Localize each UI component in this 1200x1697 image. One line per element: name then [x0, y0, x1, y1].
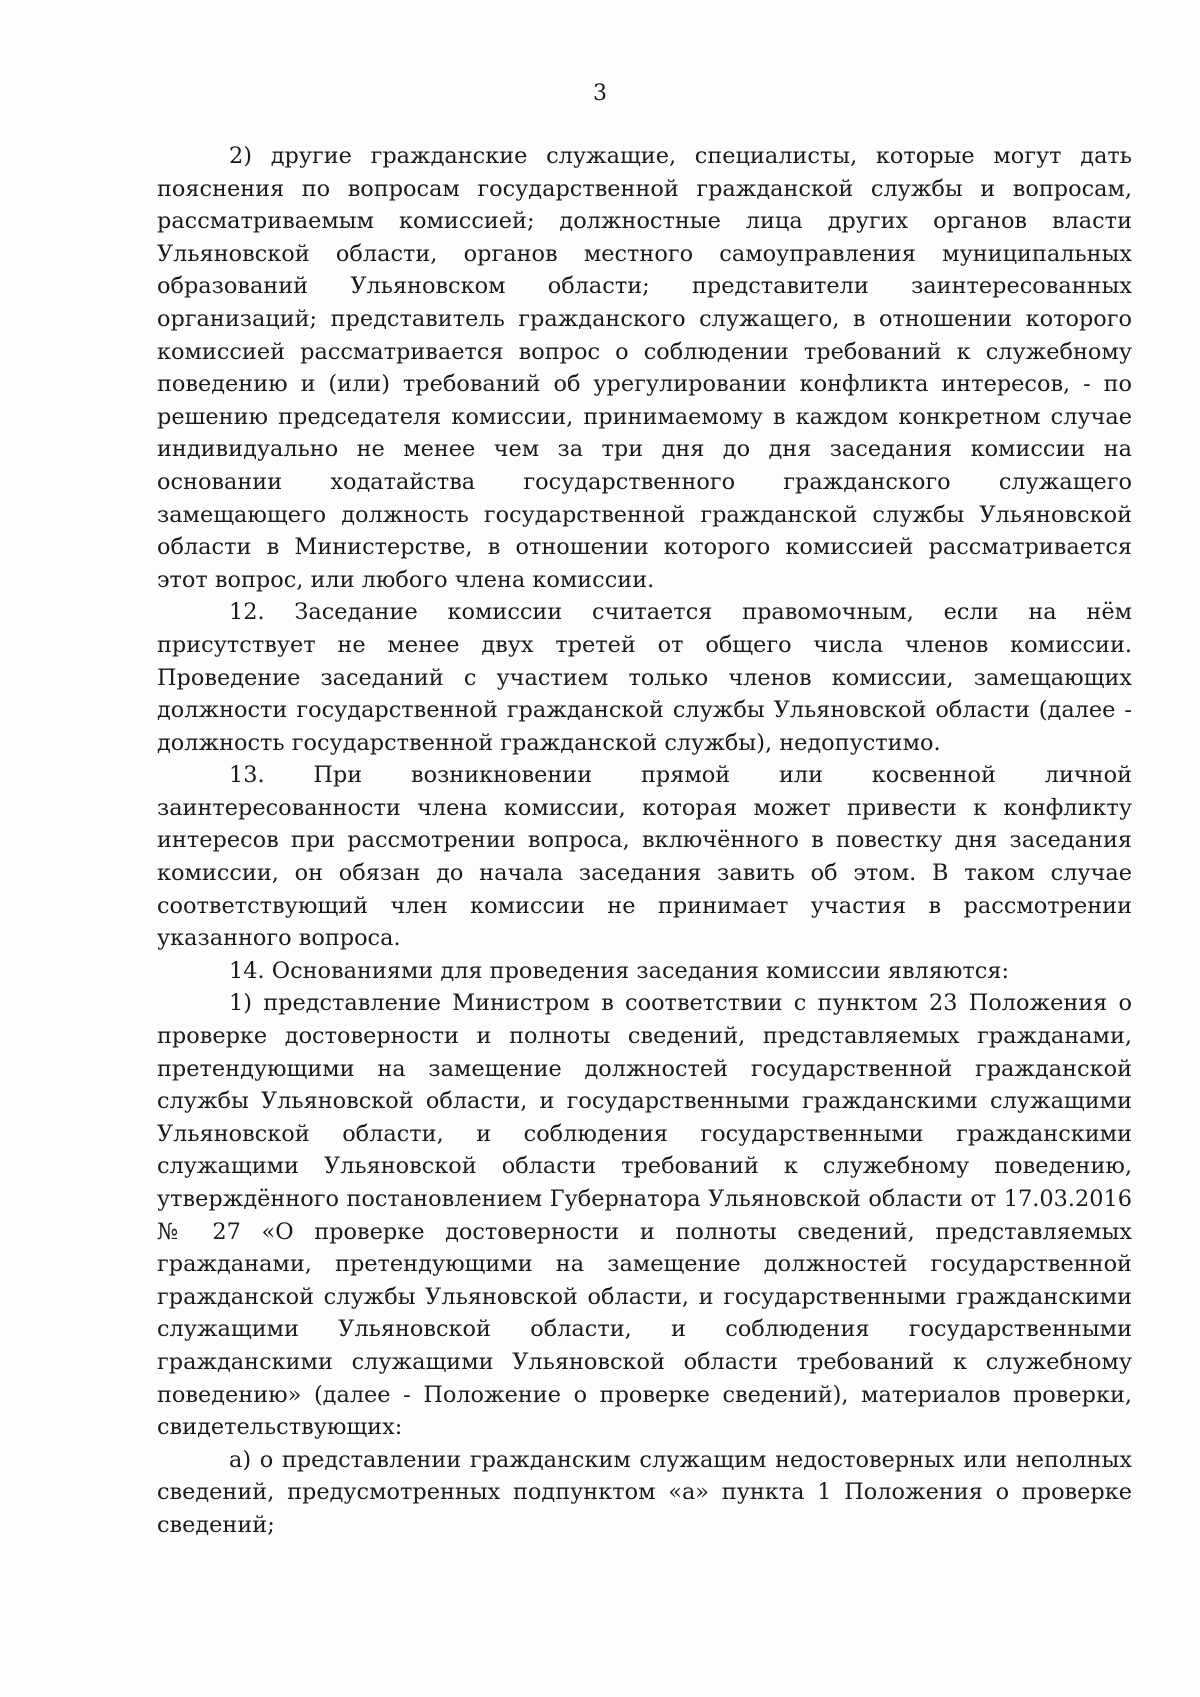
paragraph-12-quorum: 12. Заседание комиссии считается правомочным, если на нём присутствует не менее двух третей от общего числа членов комиссии. Проведение заседаний с участием только членов комиссии, замещающих должности государственной гражданской службы Ульяновской области (далее - должность государственной гражданской службы), недопустимо.	[157, 599, 1132, 756]
paragraph-13-conflict-of-interest: 13. При возникновении прямой или косвенной личной заинтересованности члена комиссии, которая может привести к конфликту интересов при рассмотрении вопроса, включённого в повестку дня заседания комиссии, он обязан до начала заседания завить об этом. В таком случае соответствующий член комиссии не принимает участия в рассмотрении указанного вопроса.	[157, 762, 1132, 952]
document-body	[157, 140, 1132, 1542]
paragraph-14-1-minister-submission: 1) представление Министром в соответствии с пунктом 23 Положения о проверке достоверности и полноты сведений, представляемых гражданами, претендующими на замещение должностей государственной гражданской службы Ульяновской области, и государственными гражданскими служащими Ульяновской области, и соблюдения государственными гражданскими служащими Ульяновской области требований к служебному поведению, утверждённого постановлением Губернатора Ульяновской области от 17.03.2016 № 27 «О проверке достоверности и полноты сведений, представляемых гражданами, претендующими на замещение должностей государственной гражданской службы Ульяновской области, и государственными гражданскими служащими Ульяновской области, и соблюдения государственными гражданскими служащими Ульяновской области требований к служебному поведению» (далее - Положение о проверке сведений), материалов проверки, свидетельствующих:	[157, 990, 1132, 1441]
page-number: 3	[593, 81, 607, 106]
paragraph-other-participants: 2) другие гражданские служащие, специалисты, которые могут дать пояснения по вопросам государственной гражданской службы и вопросам, рассматриваемым комиссией; должностные лица других органов власти Ульяновской области, органов местного самоуправления муниципальных образований Ульяновском области; представители заинтересованных организаций; представитель гражданского служащего, в отношении которого комиссией рассматривается вопрос о соблюдении требований к служебному поведению и (или) требований об урегулировании конфликта интересов, - по решению председателя комиссии, принимаемому в каждом конкретном случае индивидуально не менее чем за три дня до дня заседания комиссии на основании ходатайства государственного гражданского служащего замещающего должность государственной гражданской службы Ульяновской области в Министерстве, в отношении которого комиссией рассматривается этот вопрос, или любого члена комиссии.	[157, 143, 1132, 593]
paragraph-14-1-a-inaccurate-info: а) о представлении гражданским служащим недостоверных или неполных сведений, предусмотренных подпунктом «а» пункта 1 Положения о проверке сведений;	[157, 1446, 1132, 1538]
paragraph-14-grounds-heading: 14. Основаниями для проведения заседания комиссии являются:	[229, 957, 1009, 984]
